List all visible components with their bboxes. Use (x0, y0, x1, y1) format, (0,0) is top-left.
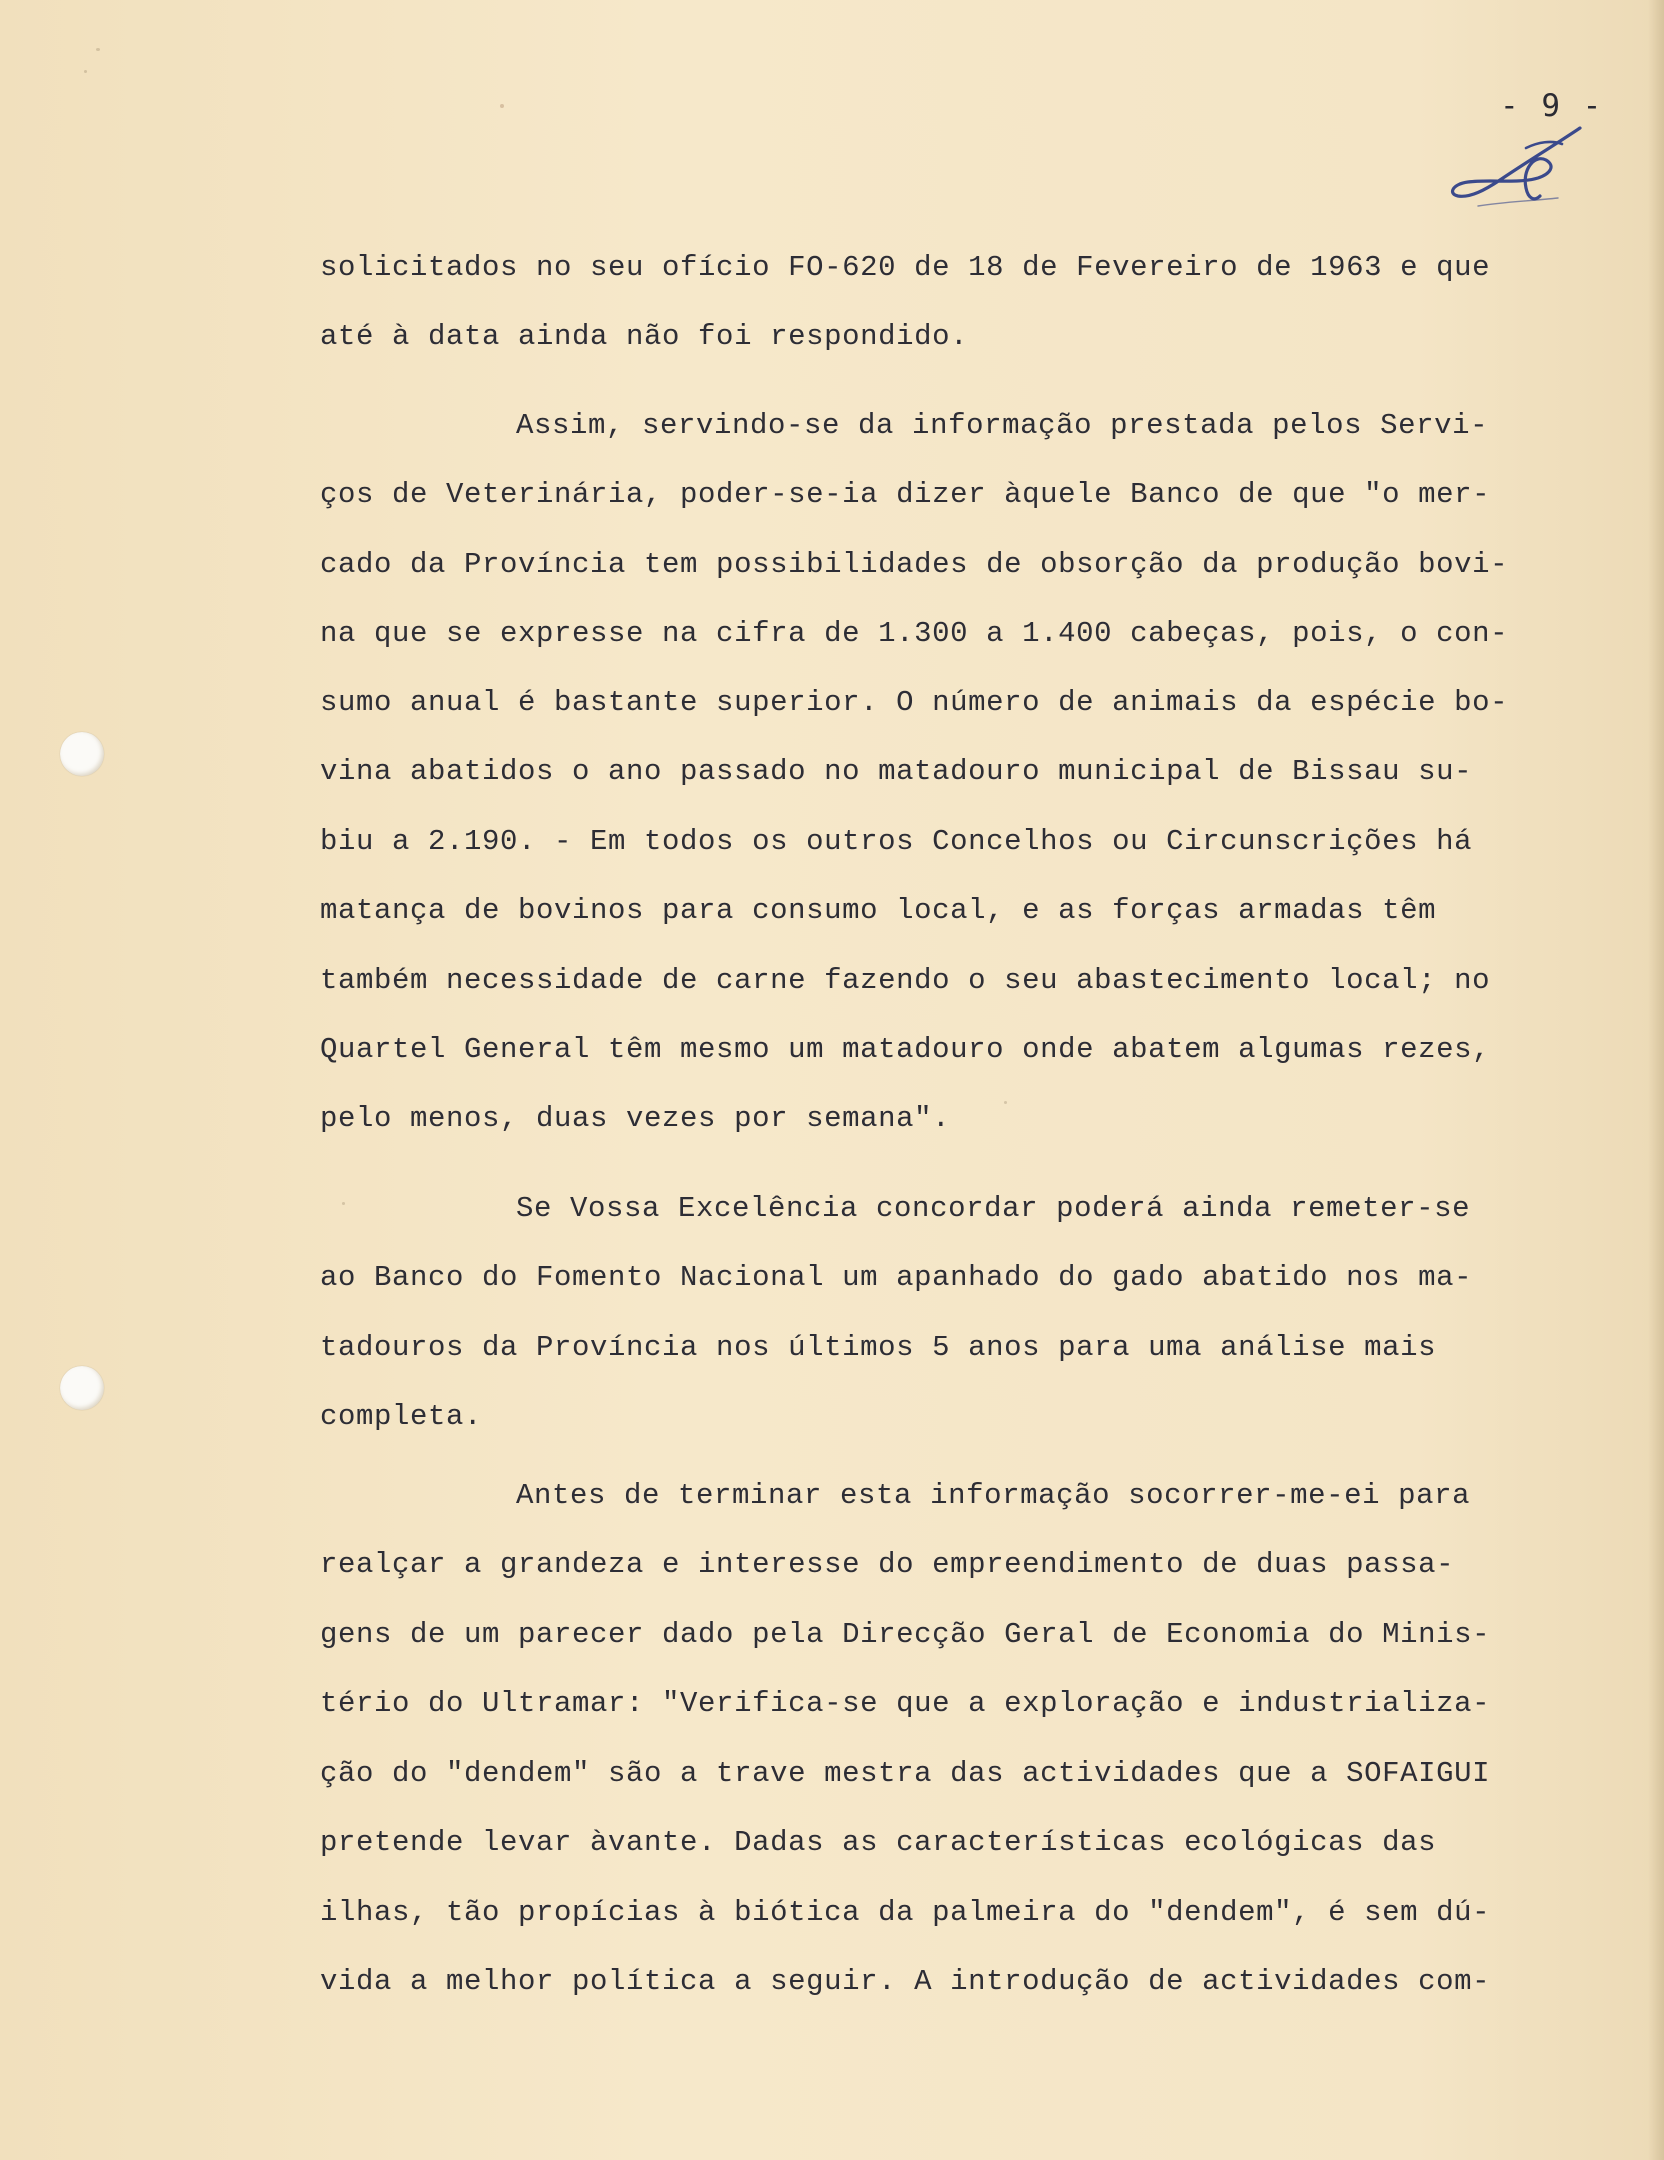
text-line: Quartel General têm mesmo um matadouro onde abatem algumas rezes, (320, 1033, 1491, 1066)
text-line: cado da Província tem possibilidades de obsorção da produção bovi- (320, 548, 1509, 581)
punch-hole-upper (60, 732, 104, 776)
text-line: ção do "dendem" são a trave mestra das actividades que a SOFAIGUI (320, 1757, 1491, 1790)
text-line: biu a 2.190. - Em todos os outros Concelhos ou Circunscrições há (320, 825, 1473, 858)
text-line: pretende levar àvante. Dadas as características ecológicas das (320, 1826, 1437, 1859)
paper-speck (1004, 1101, 1007, 1104)
text-line: solicitados no seu ofício FO-620 de 18 de Fevereiro de 1963 e que (320, 251, 1491, 284)
page-edge-shadow (1648, 0, 1664, 2160)
text-line: Se Vossa Excelência concordar poderá ainda remeter-se (516, 1192, 1471, 1225)
handwritten-initials-signature (1430, 118, 1600, 218)
paper-speck (342, 1202, 345, 1205)
paper-speck (84, 70, 87, 73)
text-line: ços de Veterinária, poder-se-ia dizer àquele Banco de que "o mer- (320, 478, 1491, 511)
text-line: vina abatidos o ano passado no matadouro municipal de Bissau su- (320, 755, 1473, 788)
text-line: sumo anual é bastante superior. O número de animais da espécie bo- (320, 686, 1509, 719)
text-line: gens de um parecer dado pela Direcção Geral de Economia do Minis- (320, 1618, 1491, 1651)
text-line: matança de bovinos para consumo local, e as forças armadas têm (320, 894, 1437, 927)
text-line: Antes de terminar esta informação socorrer-me-ei para (516, 1479, 1471, 1512)
text-line: tério do Ultramar: "Verifica-se que a exploração e industrializa- (320, 1687, 1491, 1720)
text-line: até à data ainda não foi respondido. (320, 320, 969, 353)
paper-speck (96, 48, 100, 51)
text-line: vida a melhor política a seguir. A introdução de actividades com- (320, 1965, 1491, 1998)
text-line: na que se expresse na cifra de 1.300 a 1.400 cabeças, pois, o con- (320, 617, 1509, 650)
text-line: ilhas, tão propícias à biótica da palmeira do "dendem", é sem dú- (320, 1896, 1491, 1929)
text-line: Assim, servindo-se da informação prestada pelos Servi- (516, 409, 1489, 442)
text-line: completa. (320, 1400, 483, 1433)
text-line: ao Banco do Fomento Nacional um apanhado do gado abatido nos ma- (320, 1261, 1473, 1294)
paper-speck (500, 104, 504, 108)
text-line: realçar a grandeza e interesse do empreendimento de duas passa- (320, 1548, 1455, 1581)
text-line: pelo menos, duas vezes por semana". (320, 1102, 951, 1135)
punch-hole-lower (60, 1366, 104, 1410)
text-line: também necessidade de carne fazendo o seu abastecimento local; no (320, 964, 1491, 997)
text-line: tadouros da Província nos últimos 5 anos para uma análise mais (320, 1331, 1437, 1364)
page-number: - 9 - (1500, 88, 1604, 124)
